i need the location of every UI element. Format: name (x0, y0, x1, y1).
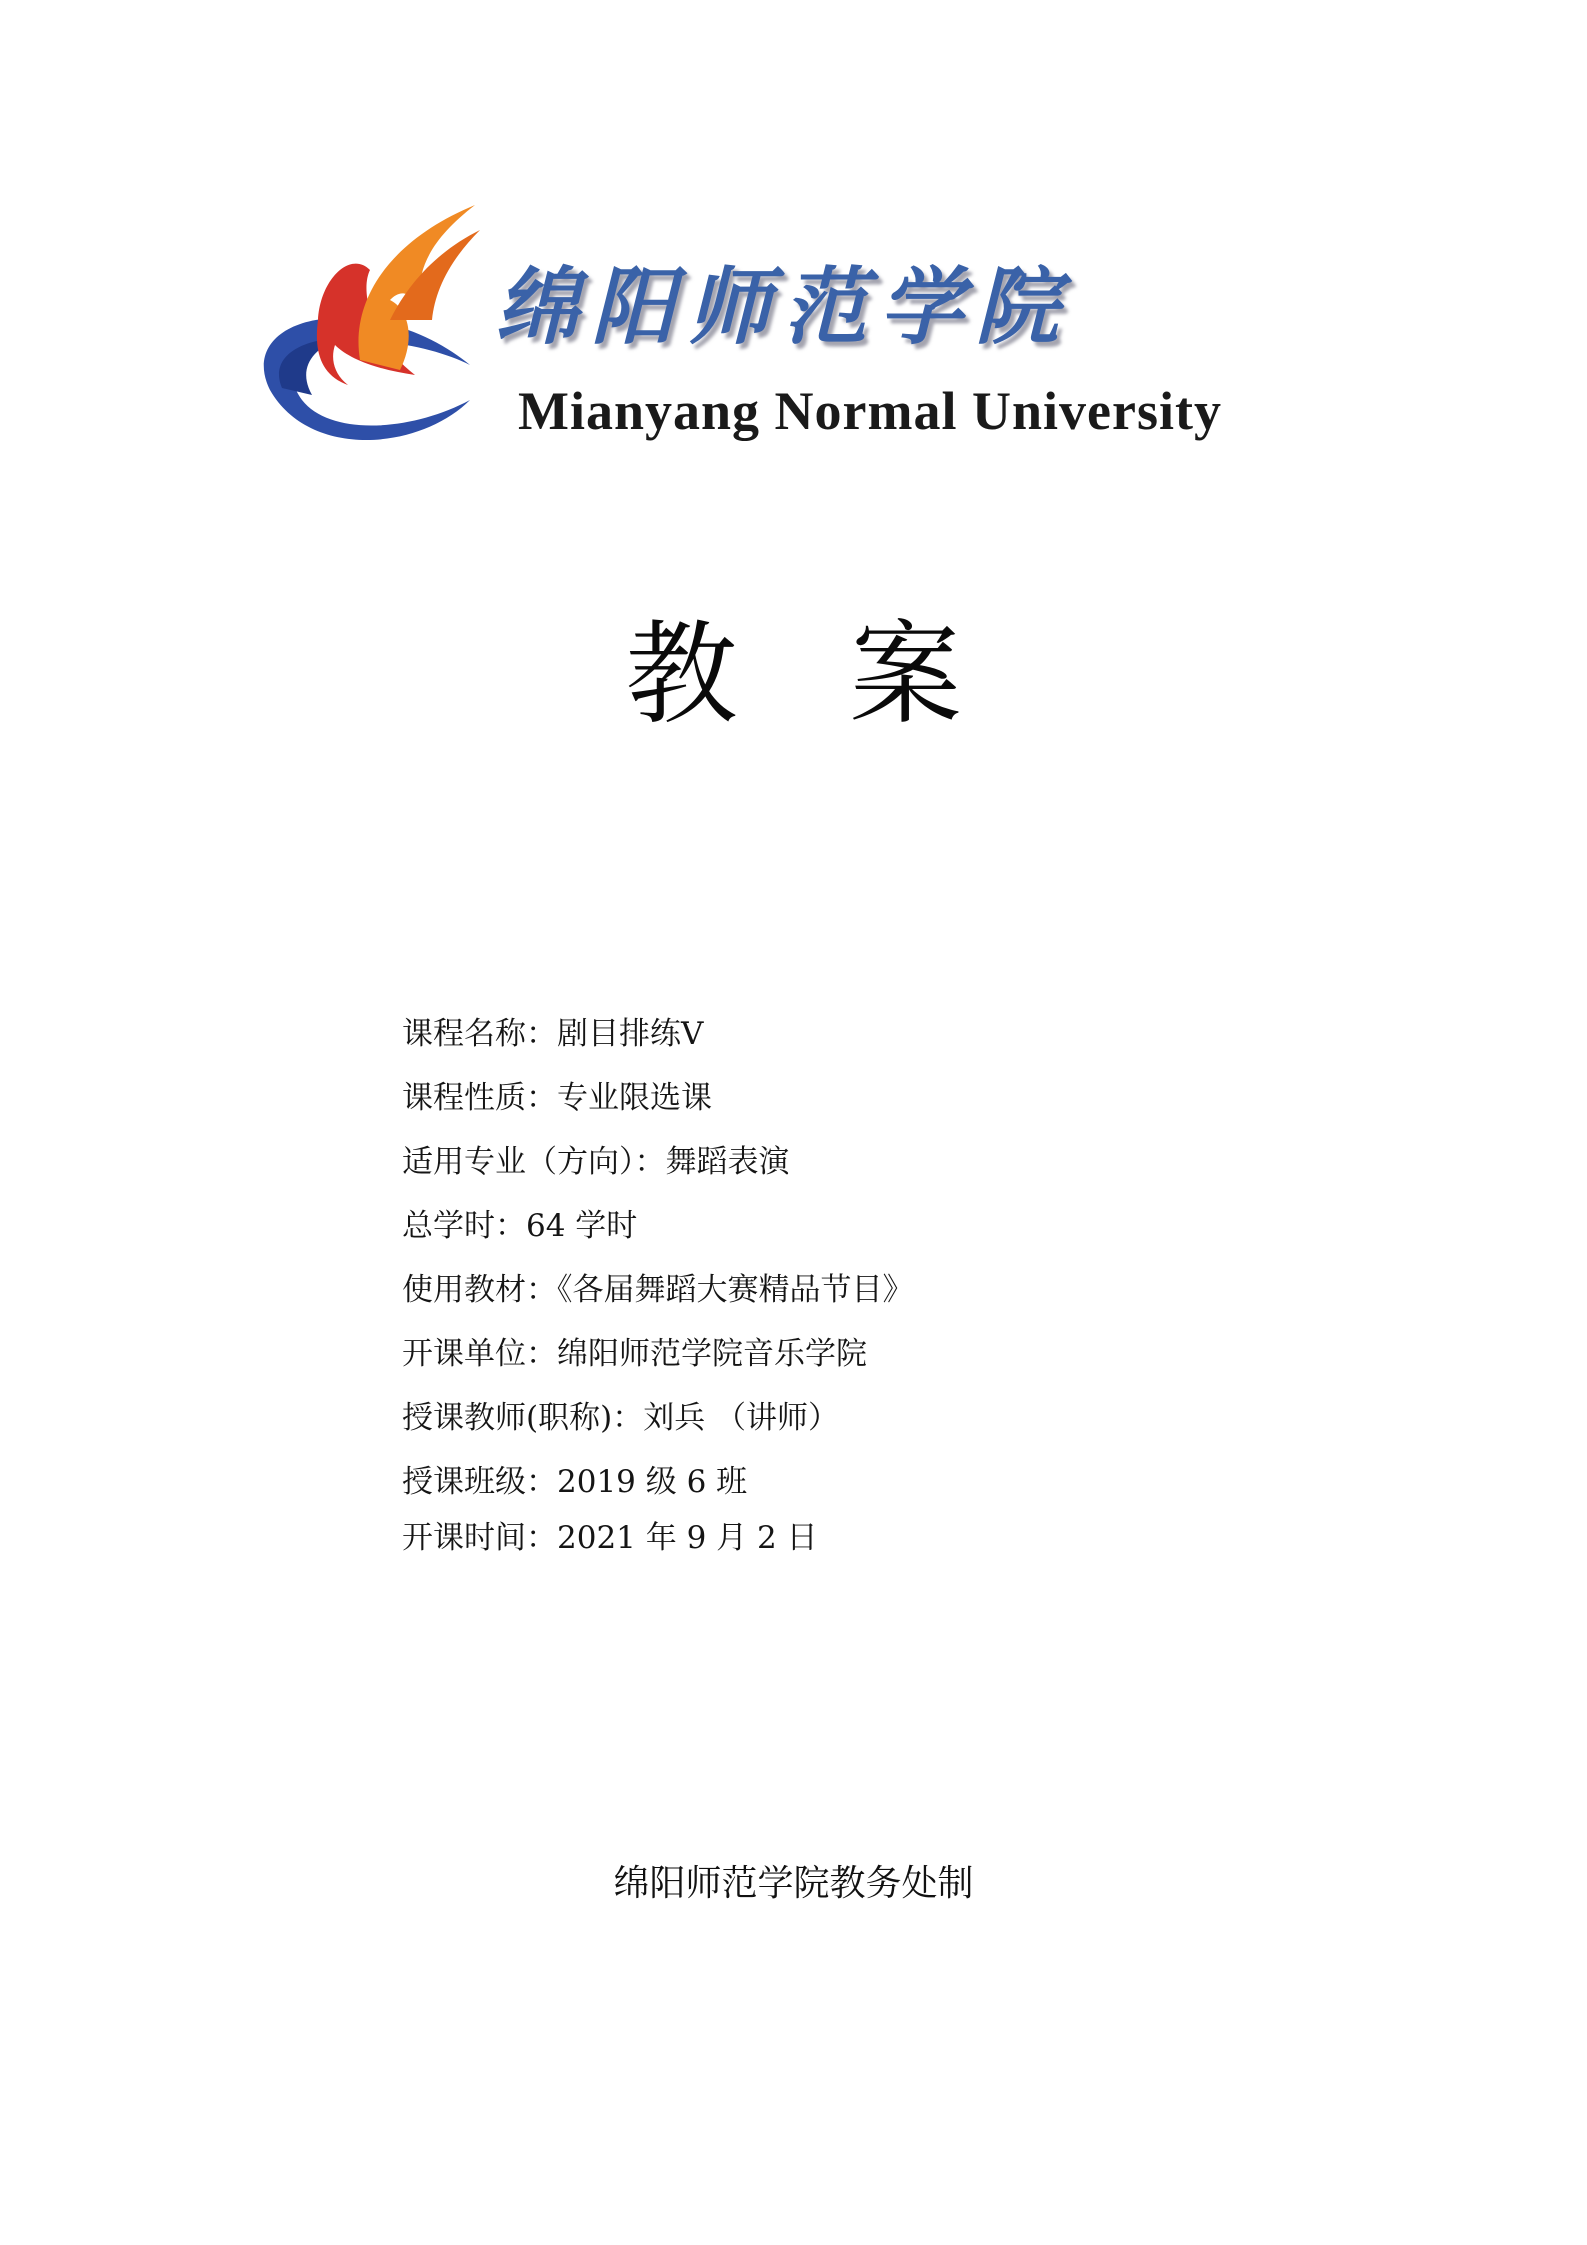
course-nature-line: 课程性质：专业限选课 (402, 1080, 712, 1116)
document-title (0, 585, 1587, 746)
university-emblem-icon (240, 200, 490, 470)
university-name-english: Mianyang Normal University (518, 381, 1222, 441)
university-logo (240, 200, 1330, 470)
total-hours-line: 总学时：64 学时 (402, 1208, 638, 1244)
course-name-line: 课程名称：剧目排练Ⅴ (402, 1016, 704, 1052)
class-line: 授课班级：2019 级 6 班 (402, 1464, 748, 1500)
textbook-line: 使用教材：《各届舞蹈大赛精品节目》 (402, 1272, 914, 1308)
start-date-line: 开课时间：2021 年 9 月 2 日 (402, 1520, 818, 1556)
department-line: 开课单位：绵阳师范学院音乐学院 (402, 1336, 867, 1372)
title-char-2: 案 (849, 610, 962, 740)
university-name-chinese: 绵阳师范学院 (495, 257, 1072, 356)
major-line: 适用专业（方向）：舞蹈表演 (402, 1144, 790, 1180)
teacher-line: 授课教师(职称)：刘兵 （讲师） (402, 1400, 840, 1436)
title-char-1: 教 (625, 610, 738, 740)
issuing-office: 绵阳师范学院教务处制 (613, 1863, 974, 1904)
